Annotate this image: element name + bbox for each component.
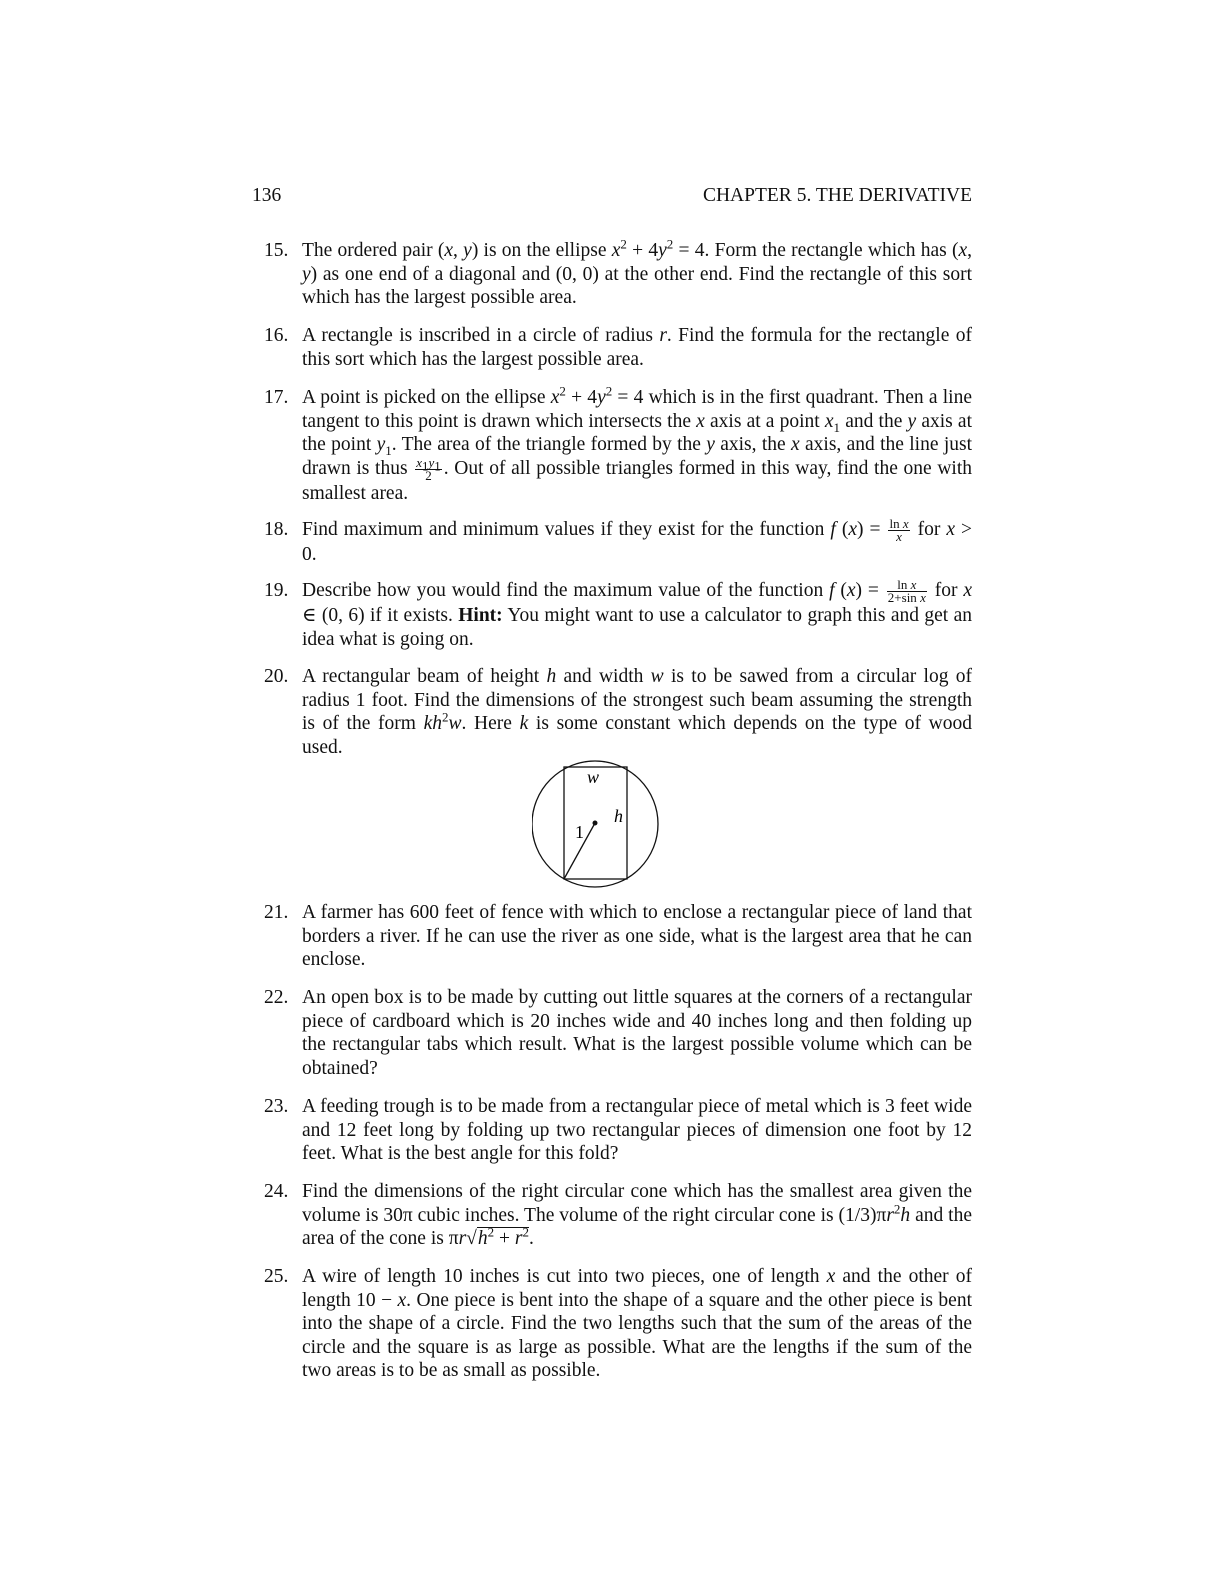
problem-text: Find the dimensions of the right circular cone which has the smallest area given the volume is 30π cubic inches. The volume of the right circular cone is $(1/3)\pi r^2h$ and the area of the cone is $\pi r√h^2 + r^2$. (302, 1181, 972, 1250)
problem-number: 22. (264, 987, 289, 1008)
problem-text: A wire of length 10 inches is cut into two pieces, one of length x and the other of length 10 − x. One piece is bent into the shape of a square and the other piece is bent into the shape of a circle. Find the two lengths such that the sum of the areas of the circle and the square is as large as possible. What are the lengths if the sum of the two areas is to be as small as possible. (302, 1266, 972, 1382)
problem-number: 23. (264, 1096, 289, 1117)
problem-number: 16. (264, 325, 289, 346)
problem-text: A farmer has 600 feet of fence with which to enclose a rectangular piece of land that borders a river. If he can use the river as one side, what is the largest area that he can enclose. (302, 902, 972, 971)
problem-21 (264, 901, 972, 972)
problem-18 (264, 516, 973, 567)
problem-number: 18. (264, 519, 289, 540)
problem-25 (264, 1265, 972, 1383)
problem-number: 20. (264, 666, 289, 687)
problem-text: Describe how you would find the maximum value of the function f (x) = $\frac{\text{ln x}}{\text{2+sin x}}$ for x ∈ (0, 6) if it exists. Hint: You might want to use a calculator to graph this and get an idea what is going on. (302, 577, 972, 650)
center-point (593, 821, 598, 826)
radius-label: 1 (575, 822, 584, 842)
page-number: 136 (252, 185, 282, 206)
problem-24 (264, 1180, 972, 1251)
problem-number: 19. (264, 580, 289, 601)
problem-number: 21. (264, 902, 289, 923)
problem-text: A rectangular beam of height h and width w is to be sawed from a circular log of radius 1 foot. Find the dimensions of the strongest such beam assuming the strength is of the form $kh^2w$. Here k is some constant which depends on the type of wood used. (302, 666, 972, 758)
problem-number: 17. (264, 387, 289, 408)
problem-19 (264, 577, 972, 651)
problem-20 (264, 665, 972, 759)
problem-15 (264, 236, 973, 310)
beam-figure (532, 758, 662, 893)
problem-text: Find maximum and minimum values if they exist for the function f (x) = $\frac{\text{ln x}}{x}$ for x > 0. (302, 516, 973, 566)
problem-number: 24. (264, 1181, 289, 1202)
problem-23 (264, 1095, 972, 1166)
problem-22 (264, 986, 972, 1080)
chapter-title: CHAPTER 5. THE DERIVATIVE (702, 185, 972, 206)
problem-text: A rectangle is inscribed in a circle of radius r. Find the formula for the rectangle of this sort which has the largest possible area. (302, 325, 972, 370)
problem-text: An open box is to be made by cutting out little squares at the corners of a rectangular piece of cardboard which is 20 inches wide and 40 inches long and then folding up the rectangular tabs which result. What is the largest possible volume which can be obtained? (302, 987, 972, 1079)
problem-number: 25. (264, 1266, 289, 1287)
width-label: w (587, 767, 600, 787)
problem-text: The ordered pair (x, y) is on the ellipse $x^2 + 4y^2 = 4$. Form the rectangle which has (x, y) as one end of a diagonal and (0, 0) at the other end. Find the rectangle of this sort which has the largest possible area. (302, 236, 973, 309)
problem-text: A feeding trough is to be made from a rectangular piece of metal which is 3 feet wide and 12 feet long by folding up two rectangular pieces of dimension one foot by 12 feet. What is the best angle for this fold? (302, 1096, 972, 1165)
problem-16 (264, 324, 972, 371)
height-label: h (614, 806, 623, 826)
problem-number: 15. (264, 240, 289, 261)
problem-17 (264, 383, 973, 505)
log-cross-section-diagram (532, 758, 662, 888)
problem-text: A point is picked on the ellipse $x^2 + 4y^2 = 4$ which is in the first quadrant. Then a line tangent to this point is drawn which intersects the x axis at a point $x_1$ and the y axis at the point $y_1$. The area of the triangle formed by the y axis, the x axis, and the line just drawn is thus $\frac{x_1y_1}{2}$ . Out of all possible triangles formed in this way, find the one with smallest area. (302, 383, 973, 504)
